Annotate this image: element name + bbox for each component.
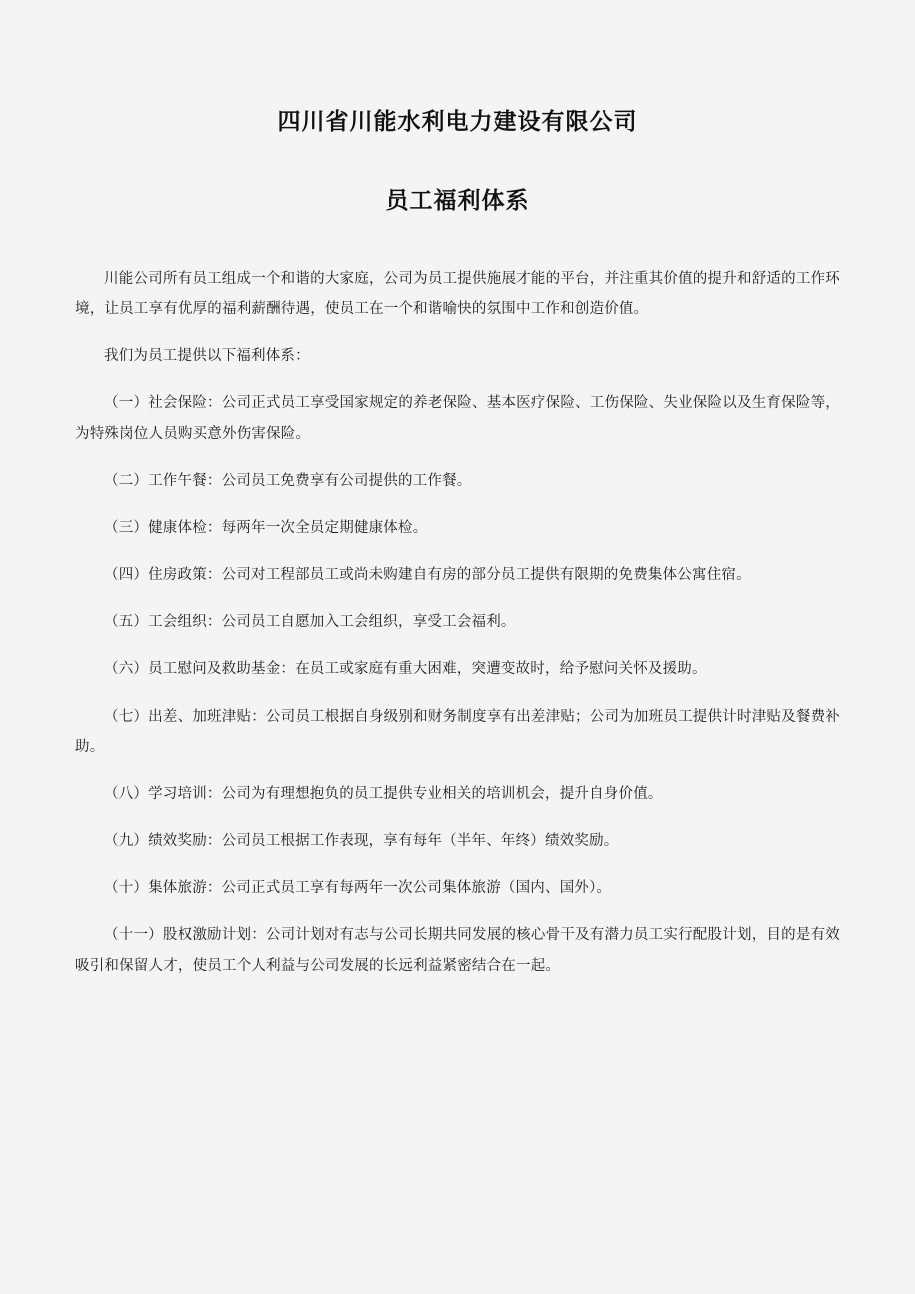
paragraph-intro: 川能公司所有员工组成一个和谐的大家庭，公司为员工提供施展才能的平台，并注重其价值的提升和舒适的工作环境，让员工享有优厚的福利薪酬待遇，使员工在一个和谐喻快的氛围中工作和创造价值。	[75, 271, 840, 318]
page-subtitle: 员工福利体系	[385, 187, 530, 214]
benefit-item-8: （八）学习培训：公司为有理想抱负的员工提供专业相关的培训机会，提升自身价值。	[104, 785, 663, 802]
benefit-item-9: （九）绩效奖励：公司员工根据工作表现，享有每年（半年、年终）绩效奖励。	[104, 833, 619, 850]
benefit-item-3: （三）健康体检：每两年一次全员定期健康体检。	[104, 519, 428, 536]
benefit-item-10: （十）集体旅游：公司正式员工享有每两年一次公司集体旅游（国内、国外）。	[104, 880, 612, 897]
benefit-item-1: （一）社会保险：公司正式员工享受国家规定的养老保险、基本医疗保险、工伤保险、失业保险以及生育保险等，为特殊岗位人员购买意外伤害保险。	[75, 395, 840, 442]
paragraph-lead-in: 我们为员工提供以下福利体系：	[104, 348, 310, 365]
document-body	[75, 264, 840, 981]
benefit-item-2: （二）工作午餐：公司员工免费享有公司提供的工作餐。	[104, 472, 472, 489]
benefit-item-7: （七）出差、加班津贴：公司员工根据自身级别和财务制度享有出差津贴；公司为加班员工提供计时津贴及餐费补助。	[75, 708, 840, 755]
benefit-item-6: （六）员工慰问及救助基金：在员工或家庭有重大困难，突遭变故时，给予慰问关怀及援助。	[104, 661, 707, 678]
benefit-item-11: （十一）股权激励计划：公司计划对有志与公司长期共同发展的核心骨干及有潜力员工实行配股计划，目的是有效吸引和保留人才，使员工个人利益与公司发展的长远利益紧密结合在一起。	[75, 927, 840, 974]
benefit-item-5: （五）工会组织：公司员工自愿加入工会组织，享受工会福利。	[104, 614, 516, 631]
benefit-item-4: （四）住房政策：公司对工程部员工或尚未购建自有房的部分员工提供有限期的免费集体公寓住宿。	[104, 567, 751, 584]
page-title: 四川省川能水利电力建设有限公司	[277, 109, 638, 135]
